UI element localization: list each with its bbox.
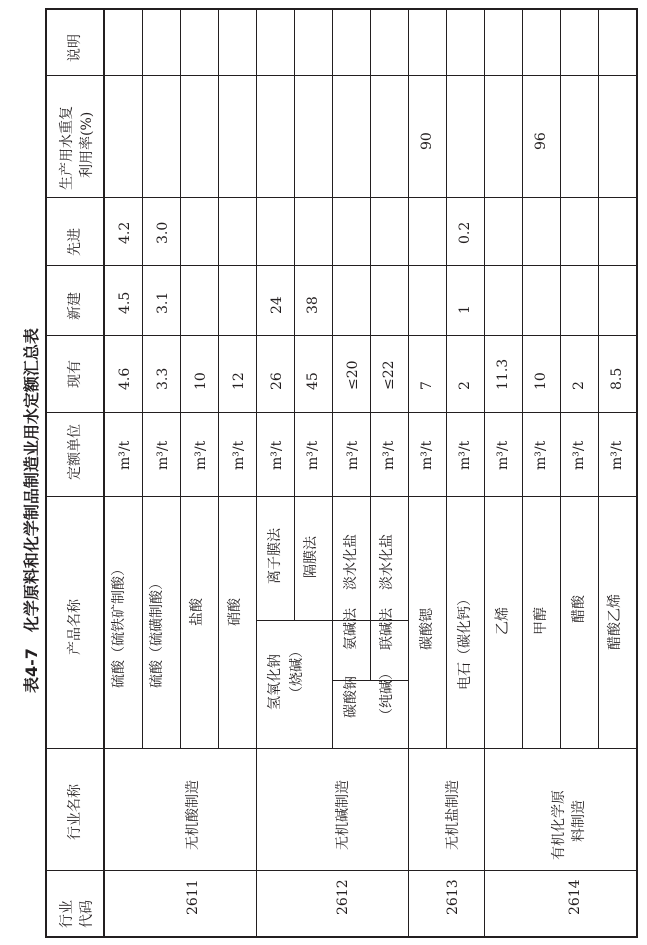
col-separator-4 [45, 335, 638, 336]
cell-unit-row-9: m³/t [457, 440, 473, 470]
header-reuse-line1: 生产用水重复 [59, 106, 75, 190]
cell-unit-row-5: m³/t [305, 440, 321, 470]
group-separator-2 [484, 8, 485, 938]
cell-unit-row-11: m³/t [533, 440, 549, 470]
cell-reuse-row-11: 96 [533, 132, 549, 150]
product-row-12: 醋酸 [571, 595, 587, 623]
cell-unit-row-8: m³/t [419, 440, 435, 470]
product-row-4: 离子膜法 [267, 528, 283, 584]
cell-new-row-9: 1 [457, 305, 473, 314]
cell-unit-row-2: m³/t [193, 440, 209, 470]
cell-existing-row-4: 26 [269, 372, 285, 390]
product-row-8: 碳酸锶 [419, 608, 435, 650]
cell-existing-row-0: 4.6 [117, 367, 133, 390]
header-separator [103, 8, 105, 938]
header-product: 产品名称 [67, 599, 83, 655]
row-separator-7 [522, 8, 523, 748]
cell-existing-row-8: 7 [419, 381, 435, 390]
header-new: 新建 [67, 292, 83, 320]
product-row-0: 硫酸（硫铁矿制酸） [111, 562, 127, 688]
header-reuse-line2: 利用率(%) [79, 111, 95, 178]
cell-unit-row-7: m³/t [381, 440, 397, 470]
product-row-3: 硝酸 [227, 598, 243, 626]
row-separator-naoh [294, 8, 295, 620]
cell-existing-row-13: 8.5 [609, 367, 625, 390]
table-title: 表4-7 化学原料和化学制品制造业用水定额汇总表 [22, 328, 41, 693]
col-separator-0 [45, 870, 638, 871]
col-separator-7 [45, 75, 638, 76]
cell-reuse-row-8: 90 [419, 132, 435, 150]
code-2614: 2614 [567, 879, 583, 915]
row-separator-0 [142, 8, 143, 748]
table-border-bottom [45, 936, 638, 938]
cell-new-row-4: 24 [269, 296, 285, 314]
cell-unit-row-13: m³/t [609, 440, 625, 470]
cell-unit-row-3: m³/t [231, 440, 247, 470]
industry-2613: 无机盐制造 [445, 780, 461, 850]
header-note: 说明 [67, 34, 83, 62]
cell-existing-row-9: 2 [457, 381, 473, 390]
col-separator-2 [45, 496, 638, 497]
code-2612: 2612 [335, 879, 351, 915]
cell-existing-row-2: 10 [193, 372, 209, 390]
row-separator-9 [598, 8, 599, 748]
row-separator-5 [446, 8, 447, 748]
cell-existing-row-6: ≤20 [345, 360, 361, 390]
cell-unit-row-4: m³/t [269, 440, 285, 470]
row-separator-na2co3 [370, 8, 371, 680]
product-row-5: 隔膜法 [303, 536, 319, 578]
cell-unit-row-10: m³/t [495, 440, 511, 470]
product-group-na2co3-line1: 碳酸钠 [343, 676, 359, 718]
cell-unit-row-1: m³/t [155, 440, 171, 470]
code-2613: 2613 [445, 879, 461, 915]
table-border-right [636, 8, 638, 938]
col-separator-5 [45, 265, 638, 266]
header-existing: 现有 [67, 360, 83, 388]
table-border-left [45, 8, 47, 938]
cell-existing-row-12: 2 [571, 381, 587, 390]
header-code-line2: 代码 [79, 900, 95, 928]
row-separator-1 [180, 8, 181, 748]
cell-unit-row-12: m³/t [571, 440, 587, 470]
product-row-6: 淡水化盐 [343, 534, 359, 590]
cell-advanced-row-9: 0.2 [457, 221, 473, 244]
header-advanced: 先进 [67, 228, 83, 256]
col-separator-1 [45, 748, 638, 749]
product-row-11: 甲醇 [533, 607, 549, 635]
cell-unit-row-6: m³/t [345, 440, 361, 470]
product-row-1: 硫酸（硫磺制酸） [149, 576, 165, 688]
cell-unit-row-0: m³/t [117, 440, 133, 470]
cell-new-row-5: 38 [305, 296, 321, 314]
cell-new-row-1: 3.1 [155, 291, 171, 314]
row-separator-3 [332, 8, 333, 748]
product-row-9: 电石（碳化钙） [457, 592, 473, 690]
cell-new-row-0: 4.5 [117, 291, 133, 314]
product-row-2: 盐酸 [189, 598, 205, 626]
product-sub-row-6: 氨碱法 [343, 608, 359, 650]
code-2611: 2611 [185, 879, 201, 915]
cell-existing-row-1: 3.3 [155, 367, 171, 390]
industry-2614-line2: 料制造 [571, 800, 587, 842]
product-row-10: 乙烯 [495, 607, 511, 635]
industry-2611: 无机酸制造 [185, 780, 201, 850]
product-row-13: 醋酸乙烯 [607, 594, 623, 650]
table-border-top [45, 8, 638, 10]
header-code-line1: 行业 [59, 900, 75, 928]
product-group-na2co3-line2: （纯碱） [379, 666, 395, 722]
cell-advanced-row-1: 3.0 [155, 221, 171, 244]
col-separator-6 [45, 197, 638, 198]
cell-existing-row-5: 45 [305, 372, 321, 390]
product-sub-row-7: 联碱法 [379, 608, 395, 650]
cell-existing-row-10: 11.3 [495, 358, 511, 390]
cell-existing-row-11: 10 [533, 372, 549, 390]
product-group-naoh-line1: 氢氧化钠 [267, 654, 283, 710]
header-industry: 行业名称 [67, 784, 83, 840]
product-row-7: 淡水化盐 [379, 534, 395, 590]
industry-2614-line1: 有机化学原 [551, 790, 567, 860]
cell-advanced-row-0: 4.2 [117, 221, 133, 244]
row-separator-2 [218, 8, 219, 748]
group-separator-1 [408, 8, 409, 938]
industry-2612: 无机碱制造 [335, 780, 351, 850]
cell-existing-row-7: ≤22 [381, 360, 397, 390]
product-group-naoh-line2: （烧碱） [289, 644, 305, 700]
cell-existing-row-3: 12 [231, 372, 247, 390]
col-separator-3 [45, 412, 638, 413]
header-unit: 定额单位 [67, 424, 83, 480]
row-separator-8 [560, 8, 561, 748]
group-separator-0 [256, 8, 257, 938]
